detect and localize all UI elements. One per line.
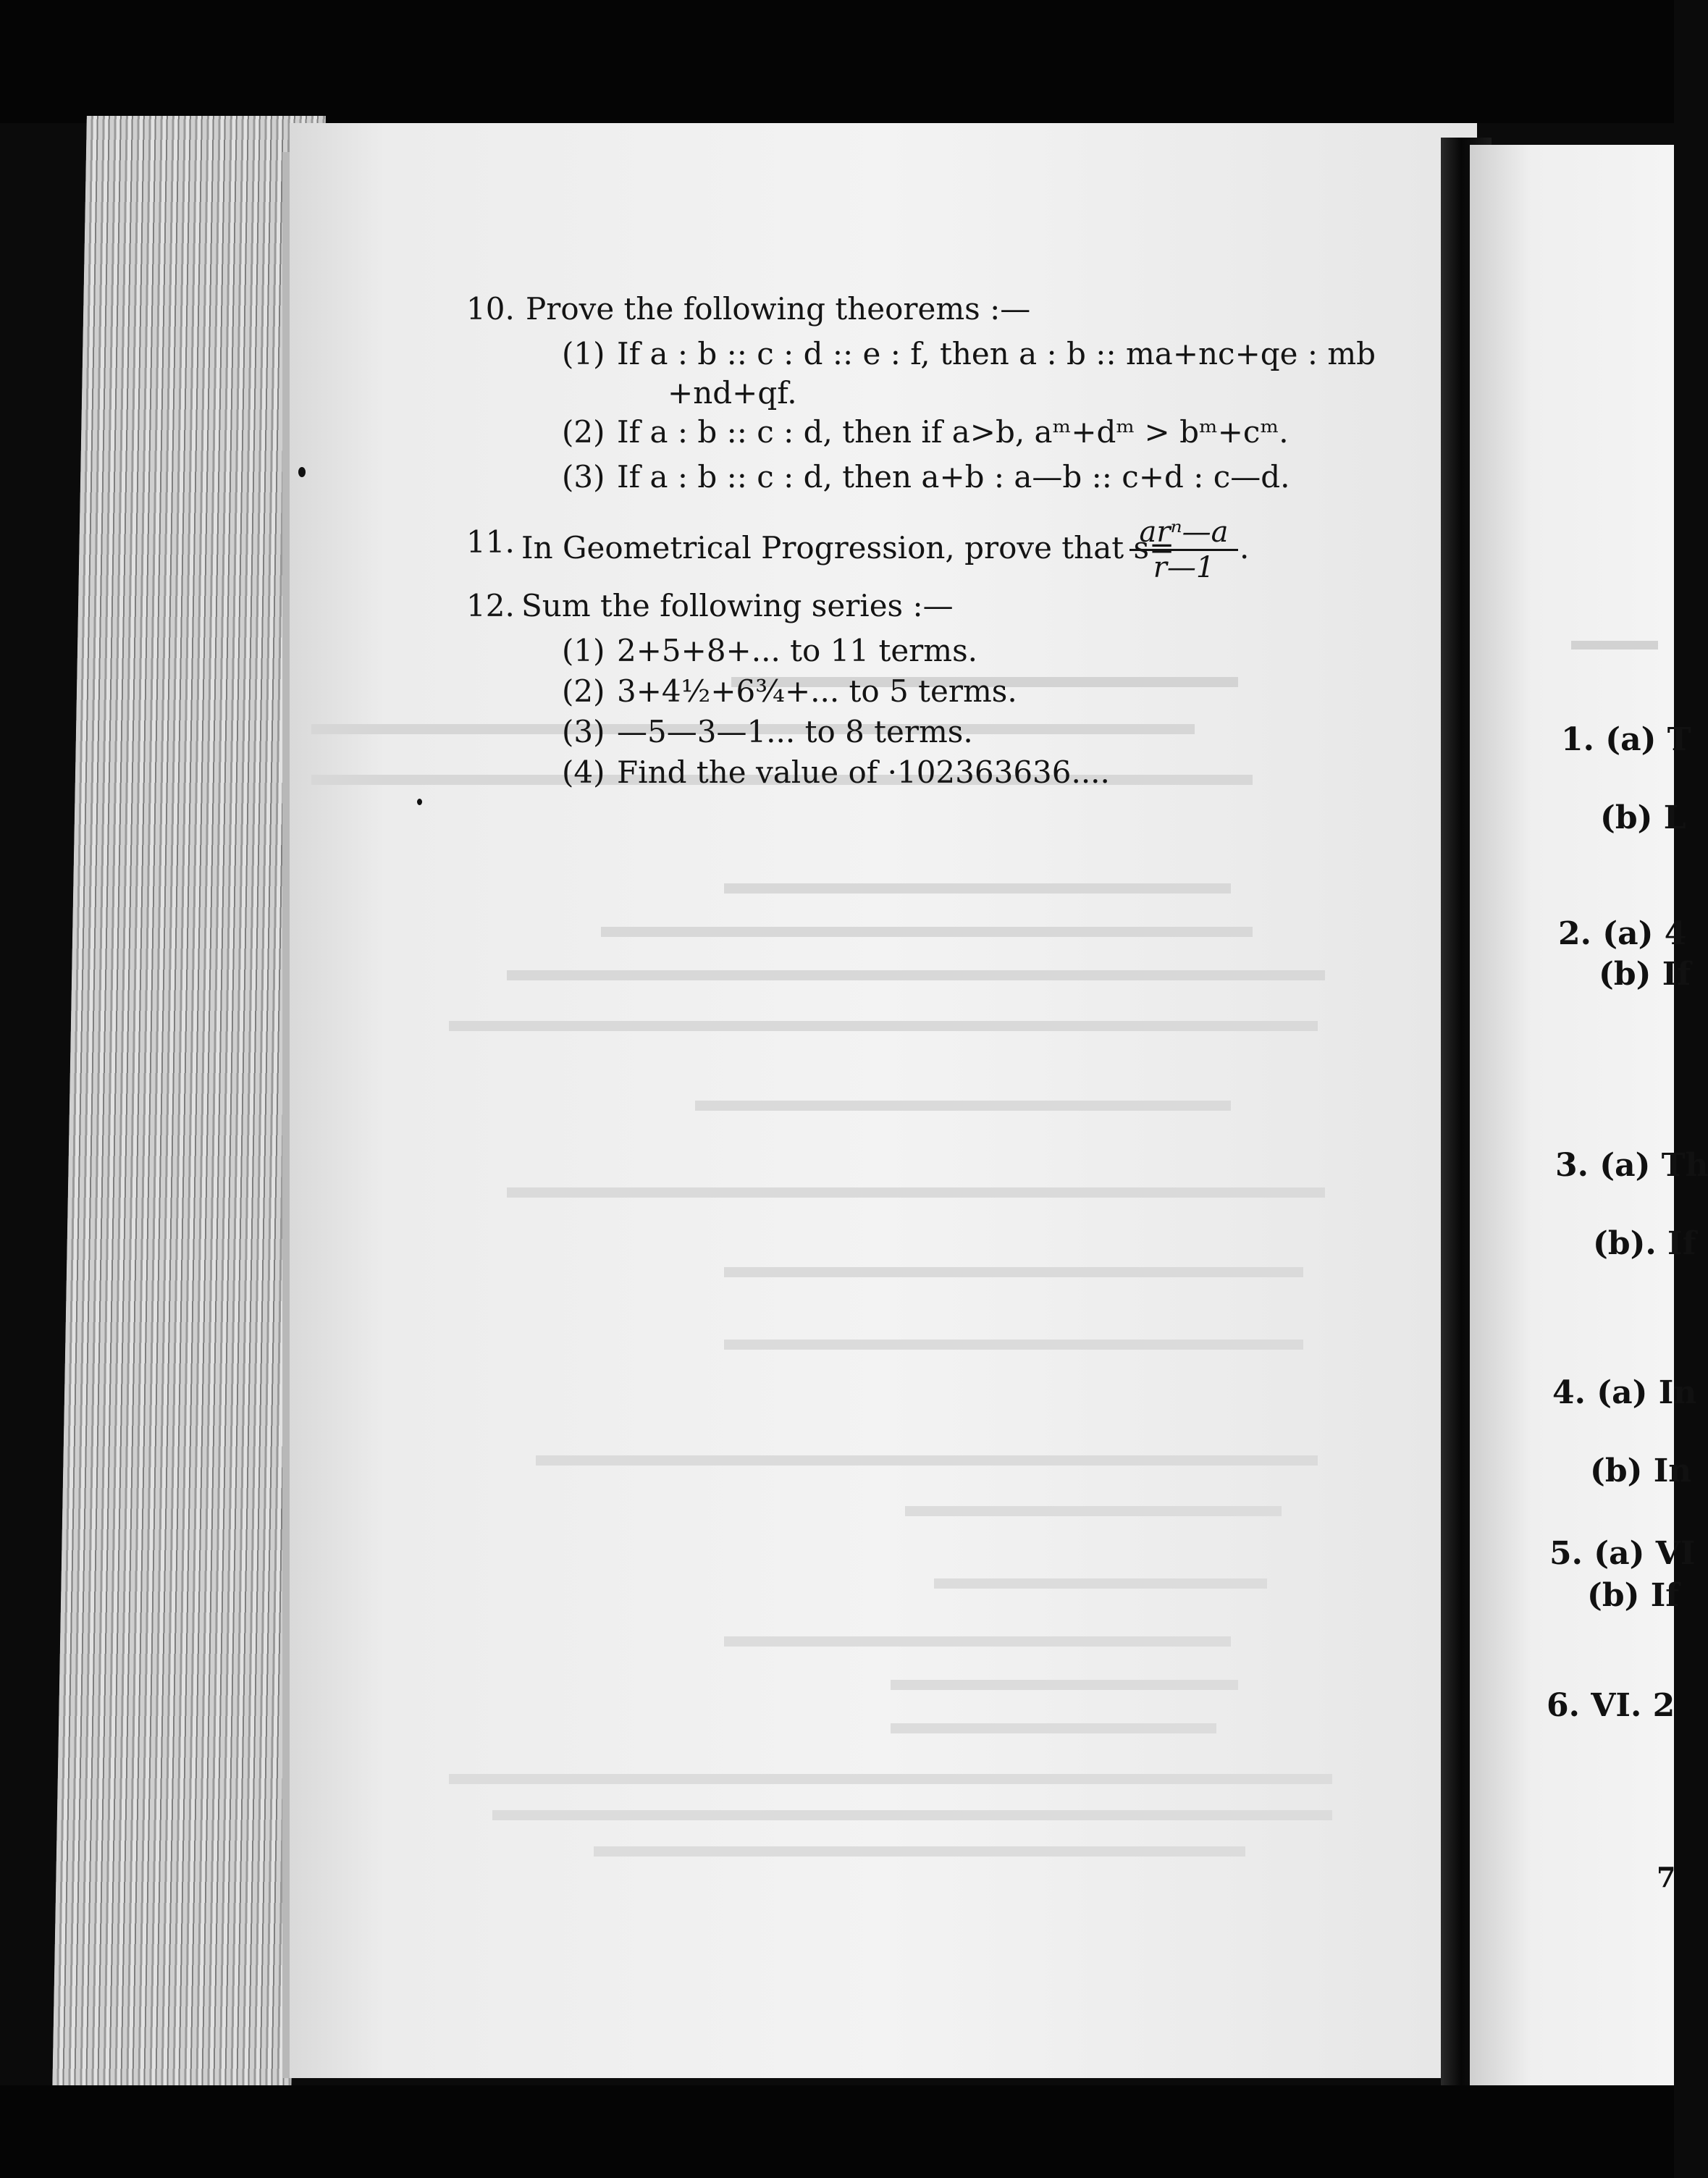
ink-speck — [298, 467, 306, 477]
q12-item-1-label: (1) — [562, 633, 605, 668]
q12-item-2-text: 3+4½+6¾+... to 5 terms. — [617, 673, 1017, 709]
q12-text: Sum the following series :— — [521, 588, 954, 623]
q11-numerator: arⁿ—a — [1139, 516, 1229, 549]
q10-item-2-label: (2) — [562, 414, 605, 450]
q11-end: . — [1240, 530, 1250, 565]
right-label-4a: 4. (a) In — [1552, 1374, 1697, 1411]
dark-background-bottom — [0, 2085, 1674, 2178]
q11-denominator: r—1 — [1129, 549, 1238, 584]
q12-item-3-label: (3) — [562, 714, 605, 749]
q10-item-3-line1: If a : b :: c : d, then a+b : a—b :: c+d : c—d. — [617, 459, 1290, 495]
right-label-2b: (b) If — [1599, 956, 1691, 993]
q10-item-1-label: (1) — [562, 336, 605, 371]
q11-number: 11. — [466, 524, 515, 560]
q12-item-2-label: (2) — [562, 673, 605, 709]
right-label-4b: (b) In — [1590, 1452, 1692, 1489]
q12-item-1-text: 2+5+8+... to 11 terms. — [617, 633, 977, 668]
right-label-3a: 3. (a) Th — [1555, 1147, 1708, 1184]
q11-fraction — [1129, 516, 1238, 584]
q12-item-3-text: —5—3—1... to 8 terms. — [617, 714, 973, 749]
right-label-1a: 1. (a) T — [1561, 721, 1691, 758]
right-page-number: 7 — [1657, 1861, 1676, 1893]
right-page-faint-mark — [1571, 641, 1658, 649]
right-label-1b: (b) L — [1600, 799, 1686, 836]
right-label-6: 6. VI. 2 — [1547, 1687, 1675, 1724]
q12-item-4-text: Find the value of ·102363636.... — [617, 754, 1110, 790]
dark-background-top — [0, 0, 1674, 123]
q12-number: 12. — [466, 588, 515, 623]
q11-text: In Geometrical Progression, prove that s= — [521, 530, 1175, 565]
q10-number: 10. — [466, 291, 515, 327]
right-label-2a: 2. (a) 4 — [1558, 915, 1687, 952]
ink-speck — [417, 799, 422, 805]
q10-item-1-line1: If a : b :: c : d :: e : f, then a : b :: ma+nc+qe : mb — [617, 336, 1376, 371]
q10-text: Prove the following theorems :— — [526, 291, 1031, 327]
q10-item-2-line1: If a : b :: c : d, then if a>b, aᵐ+dᵐ > bᵐ+cᵐ. — [617, 414, 1289, 450]
q10-item-1-line2: +nd+qf. — [668, 375, 797, 411]
right-label-3b: (b). If — [1593, 1225, 1696, 1262]
right-page — [1470, 145, 1674, 2100]
q10-item-3-label: (3) — [562, 459, 605, 495]
right-label-5b: (b) If — [1587, 1577, 1680, 1614]
right-label-5a: 5. (a) VI — [1549, 1535, 1696, 1572]
q12-item-4-label: (4) — [562, 754, 605, 790]
